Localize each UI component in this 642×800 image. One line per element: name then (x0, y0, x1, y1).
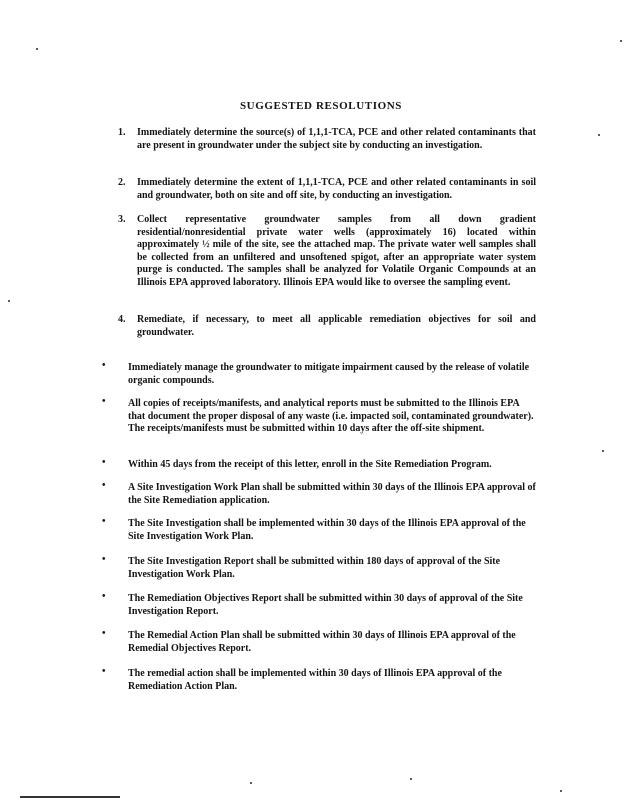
bullet-item-8 (102, 630, 536, 655)
item-text: The Remedial Action Plan shall be submitted within 30 days of Illinois EPA approval of the Remedial Objectives Report. (128, 630, 516, 654)
scan-speck (36, 48, 38, 50)
scan-speck (560, 790, 562, 792)
bullet-item-7 (102, 593, 536, 618)
bullet-icon: • (102, 396, 106, 407)
item-text: Remediate, if necessary, to meet all applicable remediation objectives for soil and groundwater. (137, 314, 536, 338)
scan-speck (8, 300, 10, 302)
numbered-item-2 (118, 177, 536, 202)
numbered-item-4 (118, 314, 536, 339)
bullet-icon: • (102, 591, 106, 602)
item-text: Collect representative groundwater samples from all down gradient residential/nonresidential private water wells (approximately 16) located within approximately ½ mile of the site, see the attached map. The private water well samples shall be collected from an unfiltered and unsoftened spigot, after an appropriate water system purge is conducted. The samples shall be analyzed for Volatile Organic Compounds at an Illinois EPA approved laboratory. Illinois EPA would like to oversee the sampling event. (137, 214, 536, 288)
page-title: SUGGESTED RESOLUTIONS (239, 100, 403, 112)
scan-speck (620, 40, 622, 42)
scan-speck (410, 778, 412, 780)
item-text: Within 45 days from the receipt of this letter, enroll in the Site Remediation Program. (128, 459, 492, 470)
numbered-item-1 (118, 127, 536, 152)
bullet-icon: • (102, 628, 106, 639)
item-number: 4. (118, 314, 126, 325)
bullet-icon: • (102, 480, 106, 491)
item-text: Immediately determine the source(s) of 1,1,1-TCA, PCE and other related contaminants that are present in groundwater under the subject site by conducting an investigation. (137, 127, 536, 151)
bullet-item-4 (102, 482, 536, 507)
bullet-item-9 (102, 668, 536, 693)
item-number: 3. (118, 214, 126, 225)
item-text: The Remediation Objectives Report shall be submitted within 30 days of approval of the Site Investigation Report. (128, 593, 523, 617)
bullet-icon: • (102, 360, 106, 371)
item-text: Immediately manage the groundwater to mitigate impairment caused by the release of volatile organic compounds. (128, 362, 530, 386)
item-text: Immediately determine the extent of 1,1,1-TCA, PCE and other related contaminants in soil and groundwater, both on site and off site, by conducting an investigation. (137, 177, 536, 201)
item-text: The remedial action shall be implemented within 30 days of Illinois EPA approval of the Remediation Action Plan. (128, 668, 502, 692)
item-text: The Site Investigation Report shall be submitted within 180 days of approval of the Site Investigation Work Plan. (128, 556, 501, 580)
bullet-icon: • (102, 457, 106, 468)
scan-speck (250, 782, 252, 784)
bullet-item-1 (102, 362, 536, 387)
item-text: The Site Investigation shall be implemented within 30 days of the Illinois EPA approval of the Site Investigation Work Plan. (128, 518, 526, 542)
bullet-item-2 (102, 398, 536, 436)
item-text: All copies of receipts/manifests, and analytical reports must be submitted to the Illinois EPA that document the proper disposal of any waste (i.e. impacted soil, contaminated groundwater). The receipts/manifests must be submitted within 10 days after the off-site shipment. (128, 398, 534, 434)
numbered-item-3 (118, 214, 536, 289)
scan-speck (598, 134, 600, 136)
bullet-icon: • (102, 666, 106, 677)
bullet-icon: • (102, 516, 106, 527)
scan-speck (602, 450, 604, 452)
bullet-item-3 (102, 459, 536, 472)
scan-edge-mark (20, 796, 120, 798)
item-number: 1. (118, 127, 126, 138)
bullet-icon: • (102, 554, 106, 565)
item-text: A Site Investigation Work Plan shall be submitted within 30 days of the Illinois EPA approval of the Site Remediation application. (128, 482, 536, 506)
bullet-item-5 (102, 518, 536, 543)
item-number: 2. (118, 177, 126, 188)
bullet-item-6 (102, 556, 536, 581)
